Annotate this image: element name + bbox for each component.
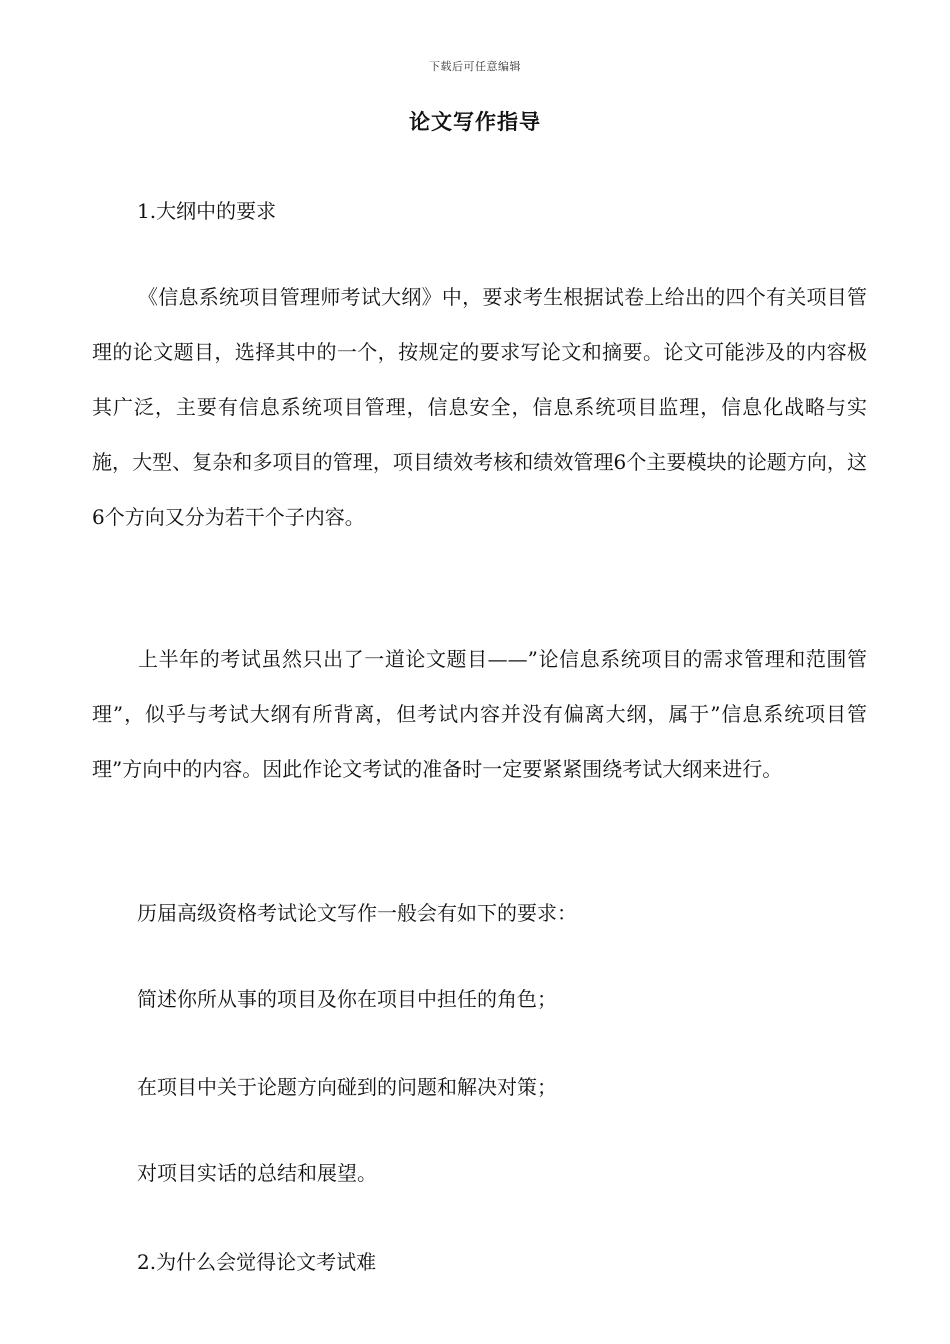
section-heading-2: 2.为什么会觉得论文考试难 (137, 1250, 377, 1274)
requirements-intro: 历届高级资格考试论文写作一般会有如下的要求： (137, 901, 577, 925)
requirement-item: 简述你所从事的项目及你在项目中担任的角色； (137, 987, 557, 1011)
paragraph-syllabus: 《信息系统项目管理师考试大纲》中，要求考生根据试卷上给出的四个有关项目管理的论文题目，选择其中的一个，按规定的要求写论文和摘要。论文可能涉及的内容极其广泛，主要有信息系统项目管理，信息安全，信息系统项目监理，信息化战略与实施，大型、复杂和多项目的管理，项目绩效考核和绩效管理6个主要模块的论题方向，这6个方向又分为若干个子内容。 (92, 285, 867, 529)
header-note: 下载后可任意编辑 (429, 60, 521, 73)
requirement-item: 对项目实话的总结和展望。 (137, 1161, 377, 1185)
document-title: 论文写作指导 (409, 109, 541, 134)
paragraph-exam-note: 上半年的考试虽然只出了一道论文题目——”论信息系统项目的需求管理和范围管理”，似乎与考试大纲有所背离，但考试内容并没有偏离大纲，属于”信息系统项目管理”方向中的内容。因此作论文考试的准备时一定要紧紧围绕考试大纲来进行。 (92, 647, 867, 781)
section-heading-1: 1.大纲中的要求 (137, 199, 277, 223)
requirement-item: 在项目中关于论题方向碰到的问题和解决对策； (137, 1075, 557, 1099)
